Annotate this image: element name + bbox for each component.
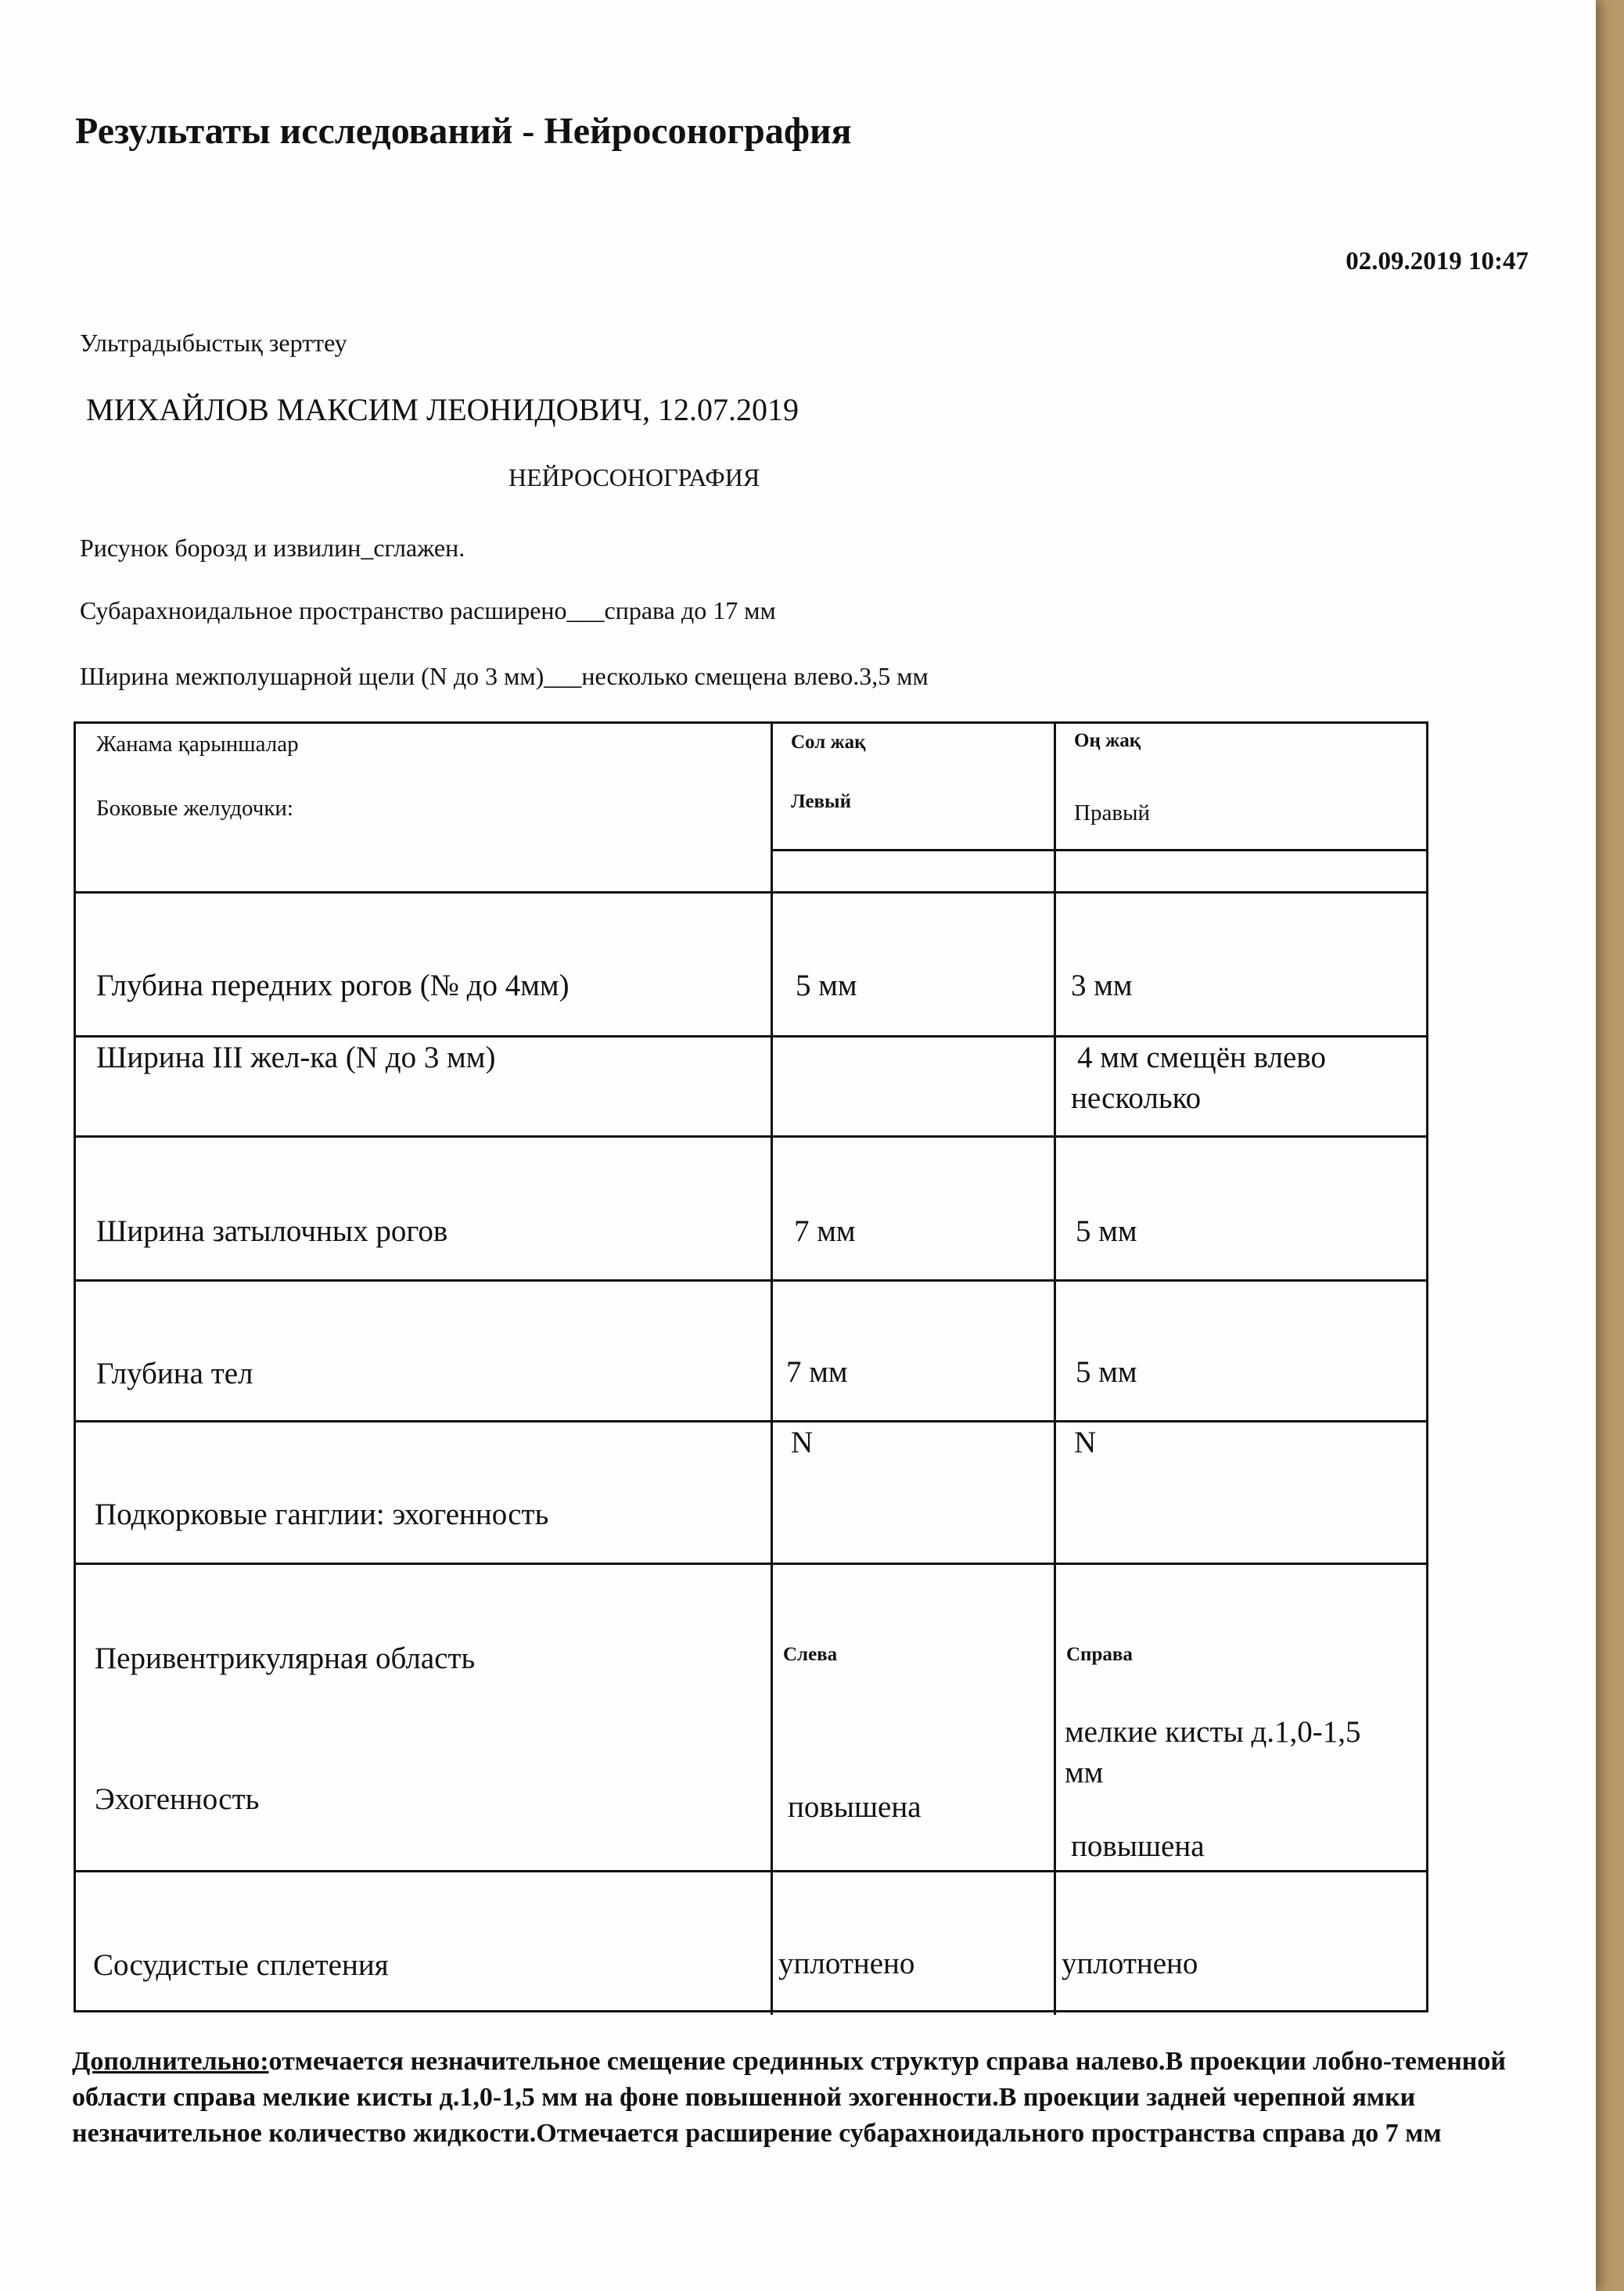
- header-label-ru: Боковые желудочки:: [96, 796, 293, 821]
- row-label: Глубина тел: [96, 1357, 253, 1390]
- right-value: 3 мм: [1071, 969, 1133, 1002]
- ventricles-table: [74, 721, 1428, 2012]
- right-note: мелкие кисты д.1,0-1,5: [1065, 1715, 1361, 1749]
- right-value: 5 мм: [1076, 1214, 1137, 1248]
- row-label: Ширина затылочных рогов: [96, 1214, 448, 1248]
- row-label: Ширина III жел-ка (N до 3 мм): [96, 1041, 496, 1074]
- right-value: 5 мм: [1076, 1355, 1137, 1389]
- row-divider: [76, 1420, 1426, 1422]
- finding-line: Рисунок борозд и извилин_сглажен.: [80, 534, 465, 562]
- right-value: 4 мм смещён влево: [1077, 1041, 1326, 1074]
- row-label: Сосудистые сплетения: [93, 1948, 389, 1982]
- header-right-ru: Правый: [1074, 800, 1151, 825]
- row-divider: [771, 849, 1426, 851]
- left-value: повышена: [788, 1790, 922, 1824]
- left-value: 5 мм: [796, 969, 857, 1002]
- header-left-ru: Левый: [791, 791, 851, 812]
- right-value: повышена: [1071, 1829, 1205, 1863]
- right-value: N: [1074, 1426, 1097, 1459]
- row-divider: [76, 1035, 1426, 1038]
- patient-name: МИХАЙЛОВ МАКСИМ ЛЕОНИДОВИЧ, 12.07.2019: [86, 392, 799, 427]
- finding-line: Субарахноидальное пространство расширено___справа до 17 мм: [80, 596, 776, 624]
- additional-notes: [72, 2044, 1535, 2152]
- right-subheader: Справа: [1066, 1644, 1133, 1665]
- header-right-kz: Оң жақ: [1074, 730, 1141, 751]
- header-label-kz: Жанама қарыншалар: [96, 732, 299, 757]
- right-note: мм: [1065, 1756, 1104, 1789]
- column-divider: [771, 724, 773, 2015]
- row-label: Перивентрикулярная область: [95, 1642, 476, 1675]
- row-divider: [76, 1279, 1426, 1282]
- row-divider: [76, 891, 1426, 894]
- left-value: N: [791, 1426, 814, 1459]
- header-left-kz: Сол жақ: [791, 732, 866, 753]
- additional-lead: Дополнительно:: [72, 2047, 269, 2076]
- row-divider: [76, 1870, 1426, 1872]
- finding-line: Ширина межполушарной щели (N до 3 мм)___несколько смещена влево.3,5 мм: [80, 662, 929, 690]
- report-datetime: 02.09.2019 10:47: [1346, 247, 1529, 275]
- study-name: НЕЙРОСОНОГРАФИЯ: [508, 463, 760, 491]
- page-title: Результаты исследований - Нейросонография: [75, 110, 852, 152]
- right-value: уплотнено: [1062, 1947, 1198, 1980]
- row-label: Подкорковые ганглии: эхогенность: [95, 1498, 549, 1531]
- left-value: 7 мм: [786, 1355, 848, 1389]
- additional-text: отмечается незначительное смещение срединных структур справа налево.В проекции лобно-теменной области справа мелкие кисты д.1,0-1,5 мм на фоне повышенной эхогенности.В проекции задней черепной ямки незначительное количество жидкости.Отмечается расширение субарахноидального пространства справа до 7 мм: [72, 2047, 1506, 2148]
- left-value: уплотнено: [778, 1947, 915, 1980]
- row-label: Эхогенность: [95, 1782, 260, 1816]
- right-value: несколько: [1071, 1081, 1202, 1115]
- study-type-kz: Ультрадыбыстық зерттеу: [80, 329, 347, 357]
- left-subheader: Слева: [783, 1644, 838, 1665]
- row-divider: [76, 1135, 1426, 1138]
- row-divider: [76, 1563, 1426, 1565]
- column-divider: [1054, 724, 1056, 2015]
- row-label: Глубина передних рогов (№ до 4мм): [96, 969, 569, 1002]
- left-value: 7 мм: [794, 1214, 856, 1248]
